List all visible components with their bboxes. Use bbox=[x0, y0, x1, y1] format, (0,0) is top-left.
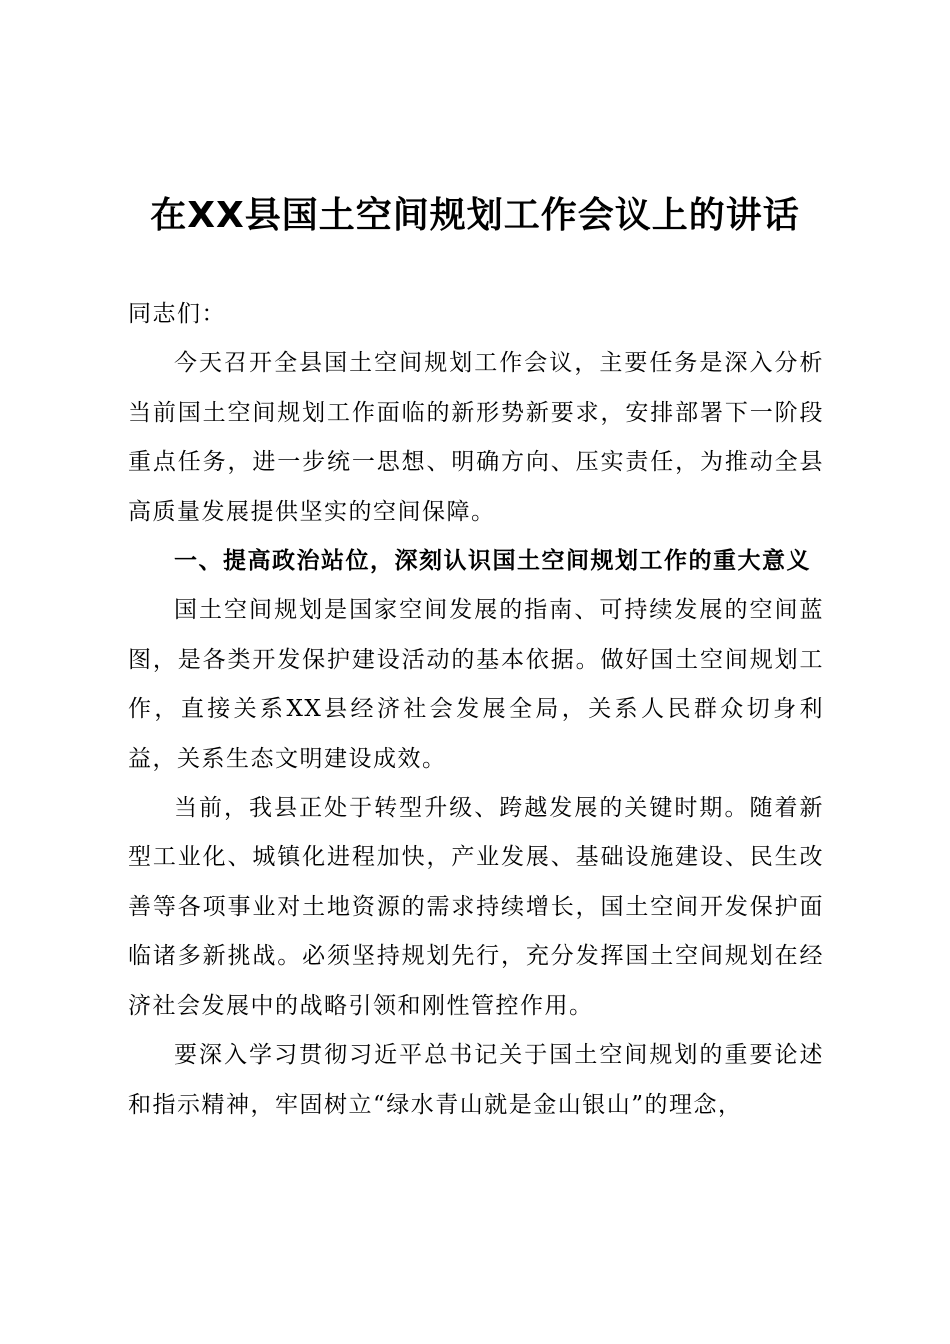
salutation: 同志们： bbox=[128, 301, 226, 327]
paragraph-significance: 国土空间规划是国家空间发展的指南、可持续发展的空间蓝图，是各类开发保护建设活动的基本依据。做好国土空间规划工作，直接关系XX县经济社会发展全局，关系人民群众切身利益，关系生态文明建设成效。 bbox=[128, 597, 824, 772]
document-body bbox=[128, 290, 824, 1130]
section-heading-1: 一、提高政治站位，深刻认识国土空间规划工作的重大意义 bbox=[174, 548, 811, 575]
document-title: 在XX县国土空间规划工作会议上的讲话 bbox=[150, 195, 800, 236]
paragraph-study-guidance: 要深入学习贯彻习近平总书记关于国土空间规划的重要论述和指示精神，牢固树立“绿水青山就是金山银山”的理念， bbox=[128, 1042, 824, 1118]
paragraph-intro: 今天召开全县国土空间规划工作会议，主要任务是深入分析当前国土空间规划工作面临的新形势新要求，安排部署下一阶段重点任务，进一步统一思想、明确方向、压实责任，为推动全县高质量发展提供坚实的空间保障。 bbox=[128, 350, 824, 525]
paragraph-current-situation: 当前，我县正处于转型升级、跨越发展的关键时期。随着新型工业化、城镇化进程加快，产业发展、基础设施建设、民生改善等各项事业对土地资源的需求持续增长，国土空间开发保护面临诸多新挑战。必须坚持规划先行，充分发挥国土空间规划在经济社会发展中的战略引领和刚性管控作用。 bbox=[128, 795, 824, 1019]
